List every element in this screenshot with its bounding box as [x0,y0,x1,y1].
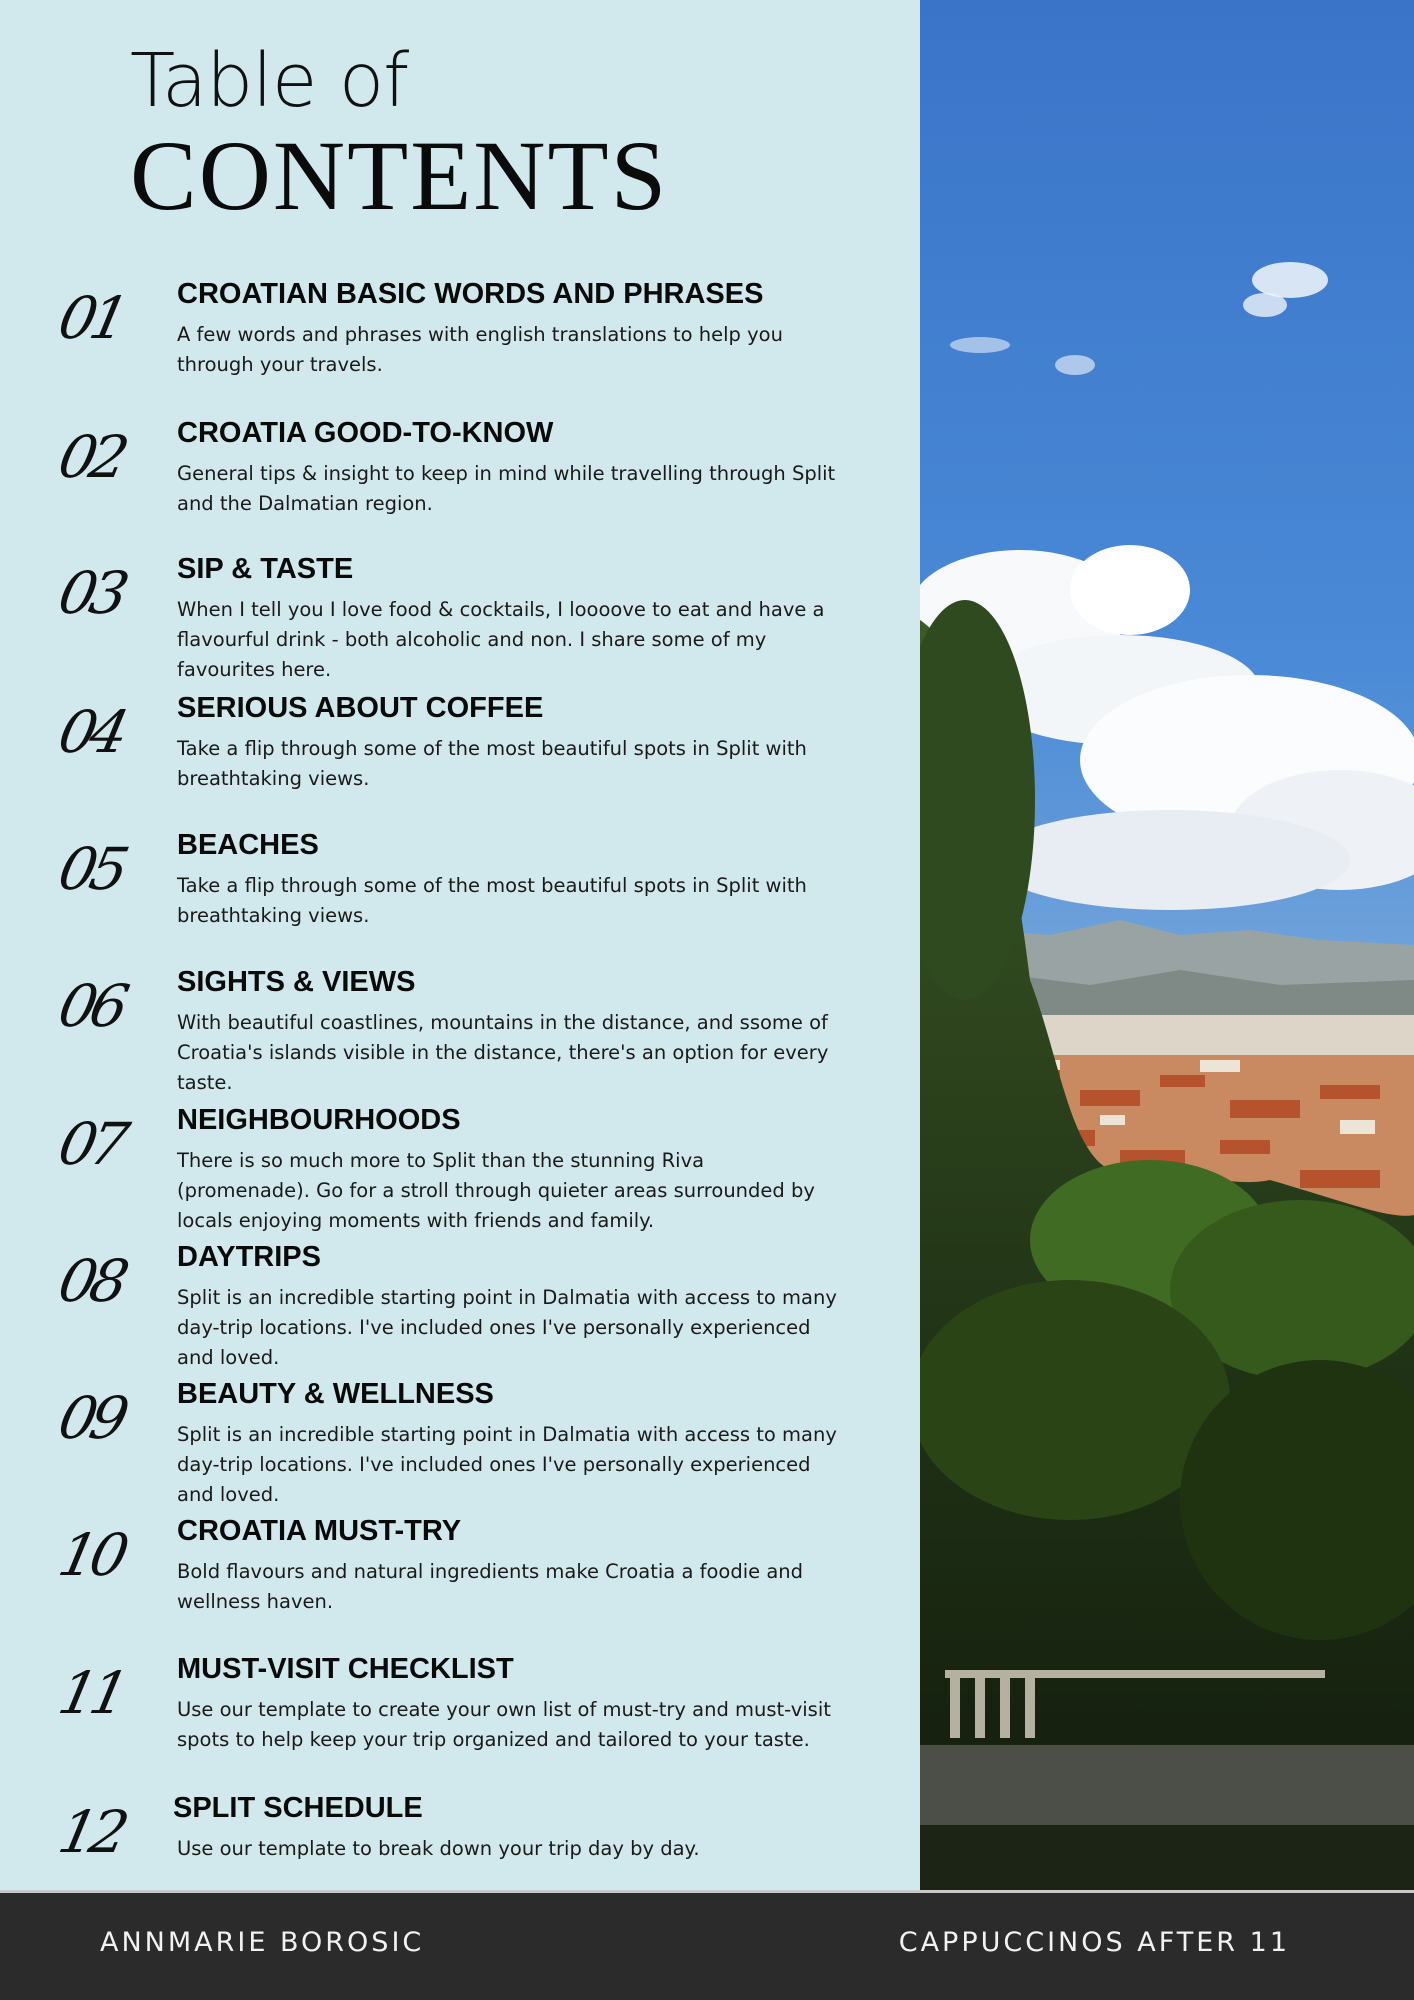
toc-number: 09 [52,1384,130,1452]
toc-description: Take a flip through some of the most beautiful spots in Split with breathtaking views. [177,737,807,790]
toc-description: When I tell you I love food & cocktails, I loooove to eat and have a flavourful drink - both alcoholic and non. I share some of my favourites here. [177,598,825,681]
toc-description: With beautiful coastlines, mountains in the distance, and ssome of Croatia's islands visible in the distance, there's an option for every taste. [177,1011,829,1094]
toc-title[interactable]: MUST-VISIT CHECKLIST [177,1653,514,1685]
toc-title[interactable]: SPLIT SCHEDULE [173,1792,423,1824]
toc-title[interactable]: SERIOUS ABOUT COFFEE [177,692,544,724]
footer-author: ANNMARIE BOROSIC [100,1927,425,1958]
footer-bar [0,1893,1414,2000]
toc-number: 03 [52,559,130,627]
toc-number: 12 [52,1798,130,1866]
toc-number: 06 [52,972,130,1040]
toc-description: Take a flip through some of the most beautiful spots in Split with breathtaking views. [177,874,807,927]
toc-title[interactable]: DAYTRIPS [177,1241,321,1273]
toc-title[interactable]: CROATIA MUST-TRY [177,1515,462,1547]
page-title-line2: CONTENTS [130,120,669,231]
toc-title[interactable]: BEACHES [177,829,319,861]
toc-description: A few words and phrases with english translations to help you through your travels. [177,323,783,376]
footer-brand: CAPPUCCINOS AFTER 11 [898,1927,1290,1958]
toc-number: 02 [52,423,130,491]
toc-description: Use our template to create your own list of must-try and must-visit spots to help keep your trip organized and tailored to your taste. [177,1698,831,1751]
toc-description: There is so much more to Split than the stunning Riva (promenade). Go for a stroll through quieter areas surrounded by locals enjoying moments with friends and family. [177,1149,815,1232]
toc-number: 10 [52,1521,130,1589]
toc-description: Use our template to break down your trip day by day. [177,1837,700,1860]
toc-title[interactable]: NEIGHBOURHOODS [177,1104,461,1136]
toc-title[interactable]: BEAUTY & WELLNESS [177,1378,494,1410]
toc-description: Split is an incredible starting point in Dalmatia with access to many day-trip locations. I've included ones I've personally experienced and loved. [177,1286,837,1369]
toc-title[interactable]: CROATIA GOOD-TO-KNOW [177,417,554,449]
page-title-line1: Table of [130,38,409,124]
toc-title[interactable]: CROATIAN BASIC WORDS AND PHRASES [177,278,764,310]
toc-description: Bold flavours and natural ingredients make Croatia a foodie and wellness haven. [177,1560,803,1613]
toc-number: 04 [52,698,130,766]
toc-title[interactable]: SIP & TASTE [177,553,354,585]
toc-title[interactable]: SIGHTS & VIEWS [177,966,416,998]
toc-number: 01 [52,284,130,352]
split-city-photo [920,0,1414,1892]
photo-illustration [920,0,1414,1892]
toc-number: 08 [52,1247,130,1315]
toc-description: General tips & insight to keep in mind while travelling through Split and the Dalmatian region. [177,462,836,515]
toc-number: 05 [52,835,130,903]
toc-number: 07 [52,1110,130,1178]
toc-description: Split is an incredible starting point in Dalmatia with access to many day-trip locations. I've included ones I've personally experienced and loved. [177,1423,837,1506]
toc-number: 11 [52,1659,130,1727]
